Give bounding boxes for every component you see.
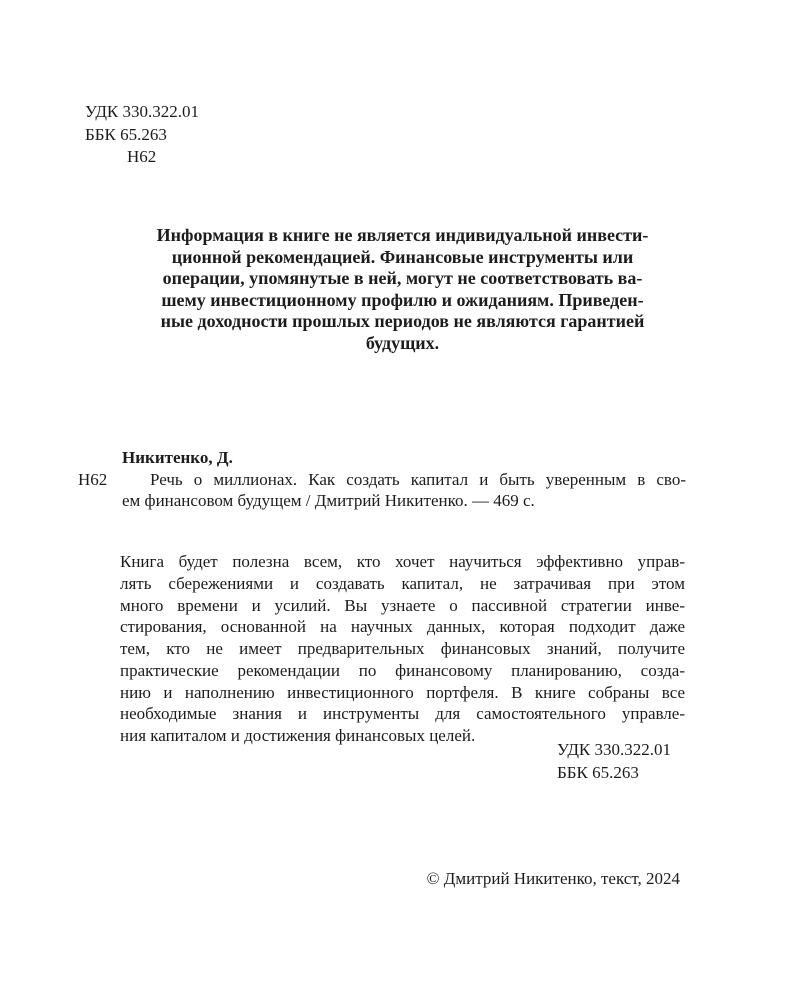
- text-line: ные доходности прошлых периодов не являются гарантией: [160, 311, 645, 331]
- top-classification-codes: [85, 101, 199, 169]
- bbk-code: ББК 65.263: [85, 124, 167, 144]
- text-line: лять сбережениями и создавать капитал, не затрачивая при этом: [120, 573, 685, 593]
- bibliographic-entry: [78, 469, 686, 512]
- copyright-notice: © Дмитрий Никитенко, текст, 2024: [426, 869, 680, 888]
- bibliographic-entry-text: [122, 469, 686, 512]
- text-line: шему инвестиционному профилю и ожиданиям. Приведен-: [161, 289, 644, 310]
- text-line: будущих.: [365, 332, 440, 353]
- bbk-code-bottom: ББК 65.263: [557, 762, 639, 782]
- text-line: тем, кто не имеет предварительных финансовых знаний, получите: [120, 639, 685, 658]
- text-line: ния капиталом и достижения финансовых целей.: [120, 726, 476, 745]
- text-line: необходимые знания и инструменты для самостоятельного управле-: [120, 704, 685, 724]
- bottom-classification-codes: [557, 739, 671, 784]
- catalog-author-heading: Никитенко, Д.: [122, 448, 233, 467]
- text-line: Речь о миллионах. Как создать капитал и быть уверенным в сво-: [150, 469, 686, 489]
- text-line: много времени и усилий. Вы узнаете о пассивной стратегии инве-: [120, 595, 685, 615]
- text-line: практические рекомендации по финансовому планированию, созда-: [120, 660, 685, 680]
- text-line: стирования, основанной на научных данных, которая подходит даже: [120, 617, 685, 637]
- book-annotation: [120, 551, 685, 747]
- text-line: ционной рекомендацией. Финансовые инструменты или: [171, 246, 634, 267]
- text-line: Информация в книге не является индивидуальной инвести-: [156, 225, 649, 245]
- udk-code-bottom: УДК 330.322.01: [557, 740, 672, 759]
- catalog-index: Н62: [78, 469, 108, 489]
- text-line: ем финансовом будущем / Дмитрий Никитенко. — 469 с.: [122, 491, 535, 510]
- text-line: Книга будет полезна всем, кто хочет научиться эффективно управ-: [120, 552, 685, 571]
- catalog-card: [78, 447, 686, 512]
- text-line: нию и наполнению инвестиционного портфеля. В книге собраны все: [120, 682, 685, 702]
- udk-code: УДК 330.322.01: [85, 102, 200, 121]
- author-sign-index: Н62: [127, 147, 157, 166]
- investment-disclaimer: [120, 225, 685, 354]
- text-line: операции, упомянутые в ней, могут не соответствовать ва-: [162, 268, 643, 288]
